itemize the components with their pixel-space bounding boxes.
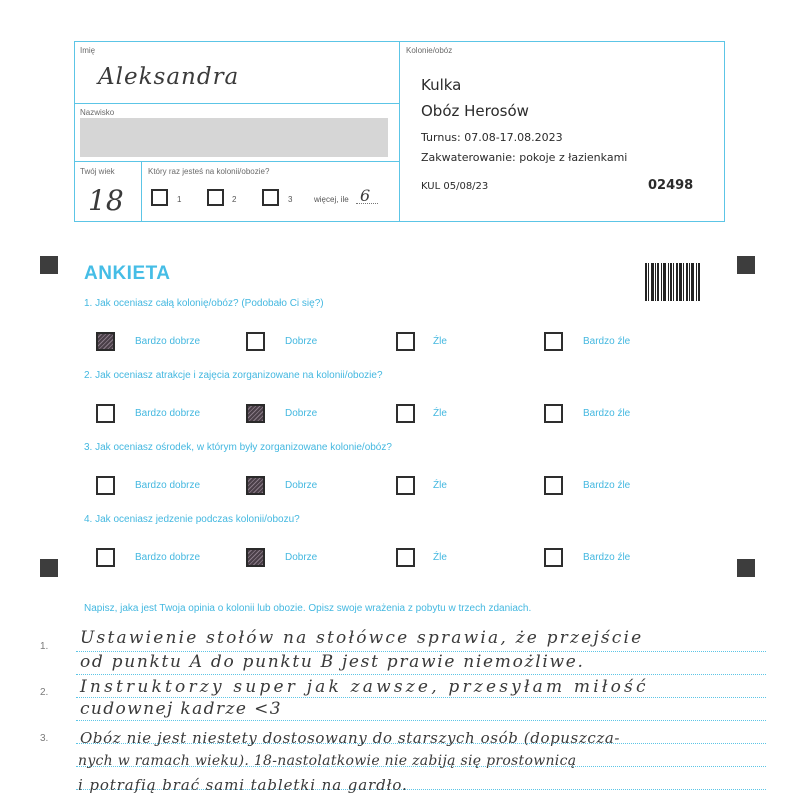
option-label: Dobrze — [285, 552, 318, 563]
header-divider-vertical — [399, 41, 400, 222]
option-label: Dobrze — [285, 480, 318, 491]
opinion-number-3: 3. — [40, 733, 49, 744]
question-4: 4. Jak oceniasz jedzenie podczas kolonii/obozu? — [84, 514, 300, 525]
option-label: Bardzo dobrze — [135, 552, 201, 563]
answer-2-line-2[interactable]: cudownej kadrze <3 — [80, 699, 282, 719]
checkbox-raz-1[interactable] — [151, 189, 168, 206]
option-label: Bardzo źle — [583, 336, 631, 347]
checkbox-q4-option-2[interactable] — [246, 548, 265, 567]
checkbox-q2-option-1[interactable] — [96, 404, 115, 423]
header-divider-wiek — [141, 161, 142, 222]
checkbox-q2-option-2[interactable] — [246, 404, 265, 423]
option-label: Źle — [433, 552, 447, 563]
checkbox-q1-option-3[interactable] — [396, 332, 415, 351]
imie-value[interactable]: Aleksandra — [98, 64, 240, 90]
option-label: Źle — [433, 336, 447, 347]
option-label: Źle — [433, 480, 447, 491]
option-label: Bardzo dobrze — [135, 336, 201, 347]
camp-program: Obóz Herosów — [421, 102, 529, 120]
imie-label: Imię — [80, 46, 96, 55]
wiecej-label: więcej, ile — [314, 195, 349, 204]
header-divider-imie — [74, 103, 399, 104]
registration-marker-top-left — [40, 256, 58, 274]
survey-title: ANKIETA — [84, 263, 171, 284]
form-number: 02498 — [648, 178, 694, 193]
checkbox-q3-option-2[interactable] — [246, 476, 265, 495]
wiek-value[interactable]: 18 — [88, 184, 124, 217]
option-label: Bardzo dobrze — [135, 408, 201, 419]
camp-name: Kulka — [421, 76, 462, 94]
answer-3-line-3[interactable]: i potrafią brać sami tabletki na gardło. — [78, 776, 408, 794]
wiek-label: Twój wiek — [80, 167, 115, 176]
barcode — [645, 263, 701, 301]
answer-line — [76, 720, 766, 721]
option-label: Bardzo dobrze — [135, 480, 201, 491]
answer-line — [76, 697, 766, 698]
option-label: Bardzo źle — [583, 408, 631, 419]
question-2: 2. Jak oceniasz atrakcje i zajęcia zorganizowane na kolonii/obozie? — [84, 370, 383, 381]
checkbox-q1-option-4[interactable] — [544, 332, 563, 351]
checkbox-q3-option-4[interactable] — [544, 476, 563, 495]
checkbox-raz-3[interactable] — [262, 189, 279, 206]
checkbox-q1-option-1[interactable] — [96, 332, 115, 351]
checkbox-q4-option-1[interactable] — [96, 548, 115, 567]
kolonie-label: Kolonie/obóz — [406, 46, 453, 55]
nazwisko-label: Nazwisko — [80, 108, 115, 117]
option-label: Źle — [433, 408, 447, 419]
raz-1-label: 1 — [177, 195, 182, 204]
checkbox-q3-option-3[interactable] — [396, 476, 415, 495]
answer-3-line-1[interactable]: Obóz nie jest niestety dostosowany do starszych osób (dopuszcza- — [80, 729, 621, 747]
checkbox-q4-option-3[interactable] — [396, 548, 415, 567]
checkbox-q2-option-4[interactable] — [544, 404, 563, 423]
raz-3-label: 3 — [288, 195, 293, 204]
header-divider-nazwisko — [74, 161, 399, 162]
checkbox-q4-option-4[interactable] — [544, 548, 563, 567]
zakwaterowanie: Zakwaterowanie: pokoje z łazienkami — [421, 151, 628, 164]
registration-marker-bottom-left — [40, 559, 58, 577]
raz-2-label: 2 — [232, 195, 237, 204]
turnus: Turnus: 07.08-17.08.2023 — [421, 131, 563, 144]
option-label: Dobrze — [285, 408, 318, 419]
answer-1-line-2[interactable]: od punktu A do punktu B jest prawie niemożliwe. — [80, 652, 585, 672]
answer-3-line-2[interactable]: nych w ramach wieku). 18-nastolatkowie nie zabiją się prostownicą — [78, 753, 577, 769]
opinion-number-1: 1. — [40, 641, 49, 652]
answer-line — [76, 674, 766, 675]
wiecej-value[interactable]: 6 — [360, 186, 371, 205]
checkbox-raz-2[interactable] — [207, 189, 224, 206]
question-3: 3. Jak oceniasz ośrodek, w którym były zorganizowane kolonie/obóz? — [84, 442, 392, 453]
registration-marker-bottom-right — [737, 559, 755, 577]
ktory-raz-label: Który raz jesteś na kolonii/obozie? — [148, 167, 270, 176]
question-1: 1. Jak oceniasz całą kolonię/obóz? (Podobało Ci się?) — [84, 298, 324, 309]
checkbox-q1-option-2[interactable] — [246, 332, 265, 351]
answer-2-line-1[interactable]: Instruktorzy super jak zawsze, przesyłam miłość — [80, 677, 649, 697]
registration-marker-top-right — [737, 256, 755, 274]
opinion-instruction: Napisz, jaka jest Twoja opinia o kolonii lub obozie. Opisz swoje wrażenia z pobytu w trzech zdaniach. — [84, 603, 532, 614]
opinion-number-2: 2. — [40, 687, 49, 698]
nazwisko-redacted — [80, 118, 388, 157]
checkbox-q2-option-3[interactable] — [396, 404, 415, 423]
camp-code: KUL 05/08/23 — [421, 181, 489, 192]
option-label: Dobrze — [285, 336, 318, 347]
option-label: Bardzo źle — [583, 480, 631, 491]
checkbox-q3-option-1[interactable] — [96, 476, 115, 495]
option-label: Bardzo źle — [583, 552, 631, 563]
answer-1-line-1[interactable]: Ustawienie stołów na stołówce sprawia, że przejście — [80, 628, 644, 648]
